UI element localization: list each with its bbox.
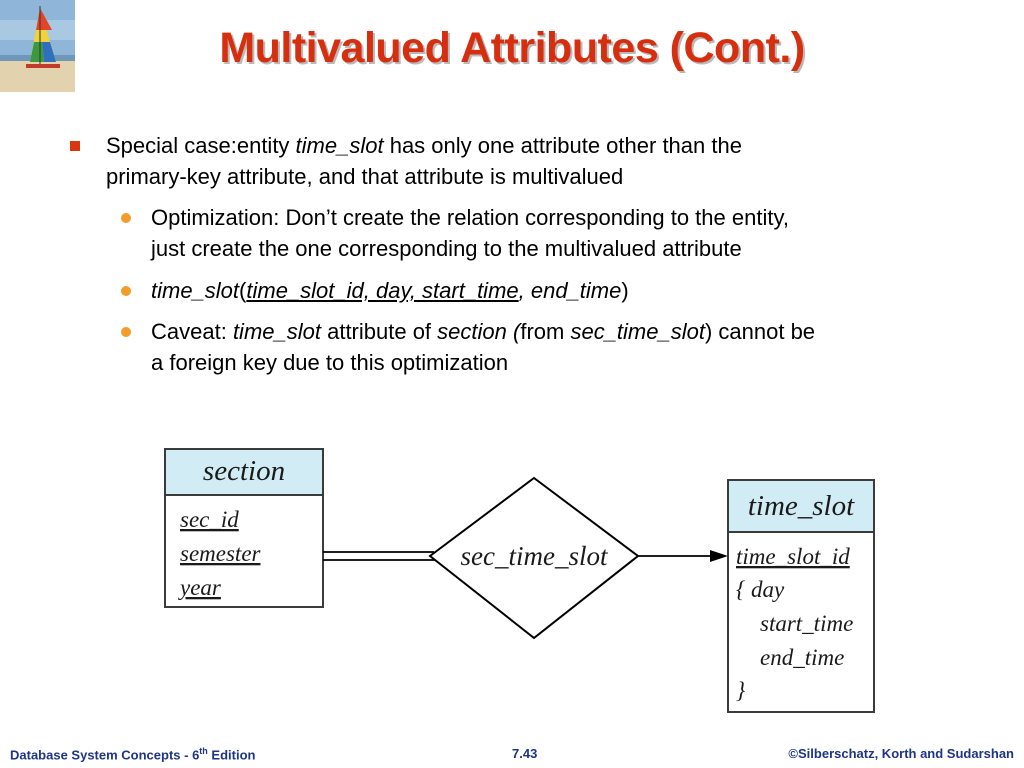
text: Caveat:: [151, 319, 233, 344]
slide-title: Multivalued Attributes (Cont.): [219, 24, 805, 72]
section-attr-sec-id: sec_id: [180, 507, 239, 532]
time-slot-attr-id: time_slot_id: [736, 544, 850, 569]
attr-name: time_slot: [232, 319, 321, 344]
dot-bullet-icon: [121, 327, 131, 337]
text: Edition: [207, 747, 256, 763]
section-attr-year: year: [180, 575, 221, 600]
other-attrs: , end_time: [518, 278, 622, 303]
time-slot-entity: [728, 480, 874, 712]
paren: ): [621, 278, 629, 303]
sec-time-slot-relationship: [430, 478, 638, 638]
text: ) cannot be: [704, 319, 816, 344]
primary-key-attrs: time_slot_id, day, start_time: [246, 278, 519, 303]
superscript: th: [199, 746, 208, 756]
paren: (: [239, 278, 247, 303]
entity-name: time_slot: [295, 133, 384, 158]
time-slot-entity-name: time_slot: [747, 490, 855, 522]
arrowhead-icon: [710, 550, 728, 562]
square-bullet-icon: [70, 141, 80, 151]
sub-bullet-caveat: [151, 316, 941, 378]
text: Special case:entity: [106, 133, 296, 158]
relation-name: time_slot: [151, 278, 240, 303]
time-slot-attr-day: { day: [736, 577, 785, 602]
er-diagram: [160, 444, 880, 719]
section-entity-name: section: [202, 455, 286, 487]
section-entity: [165, 449, 323, 607]
sub-bullet-optimization: [151, 202, 941, 264]
time-slot-attr-start-time: start_time: [760, 611, 854, 636]
footer-book-title: [10, 746, 255, 762]
relation-name: sec_time_slot: [570, 319, 705, 344]
text: has only one attribute other than the: [383, 133, 742, 158]
dot-bullet-icon: [121, 213, 131, 223]
relation-name: section (: [437, 319, 521, 344]
relationship-name: sec_time_slot: [460, 541, 608, 571]
section-attr-semester: semester: [180, 541, 261, 566]
time-slot-attr-end-time: end_time: [760, 645, 845, 670]
sub-bullet-schema: [151, 275, 941, 306]
time-slot-close-brace: }: [736, 678, 746, 703]
footer-copyright: ©Silberschatz, Korth and Sudarshan: [788, 746, 1014, 761]
footer-page-number: 7.43: [512, 746, 538, 761]
text: Optimization: Don’t create the relation corresponding to the entity,: [151, 205, 789, 230]
text: primary-key attribute, and that attribute is multivalued: [106, 164, 624, 189]
text: from: [520, 319, 571, 344]
text: just create the one corresponding to the multivalued attribute: [151, 236, 742, 261]
text: a foreign key due to this optimization: [151, 350, 509, 375]
dot-bullet-icon: [121, 286, 131, 296]
text: Database System Concepts - 6: [10, 747, 200, 763]
bullet-special-case: [106, 130, 906, 192]
text: attribute of: [320, 319, 438, 344]
